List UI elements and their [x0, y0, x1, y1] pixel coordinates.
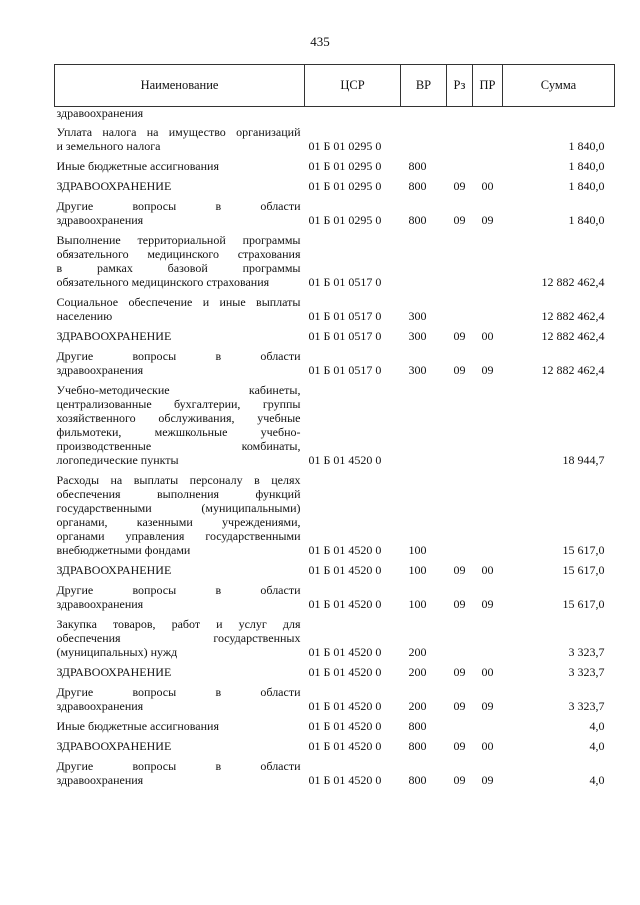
row-name-line: Другие вопросы в области [56, 199, 301, 213]
table-row [55, 557, 615, 577]
page-number: 435 [310, 34, 330, 49]
row-csr: 01 Б 01 4520 0 [308, 699, 382, 713]
row-vr: 300 [408, 309, 427, 323]
column-header-rz: Рз [447, 65, 473, 107]
row-name-line: ЗДРАВООХРАНЕНИЕ [56, 179, 172, 193]
row-name-line: логопедические пункты [56, 453, 179, 467]
row-vr: 300 [408, 363, 427, 377]
row-name [55, 343, 305, 377]
row-csr: 01 Б 01 0517 0 [308, 309, 382, 323]
table-row [55, 753, 615, 787]
row-vr [401, 227, 447, 289]
row-rz: 09 [453, 597, 466, 611]
table-row [55, 659, 615, 679]
row-csr: 01 Б 01 4520 0 [308, 773, 382, 787]
row-pr: 09 [481, 773, 494, 787]
row-sum: 4,0 [589, 773, 605, 787]
row-name-line: Другие вопросы в области [56, 759, 301, 773]
row-name [55, 713, 305, 733]
row-pr: 09 [481, 699, 494, 713]
row-name-line: централизованные бухгалтерии, группы [56, 397, 301, 411]
row-name [55, 577, 305, 611]
row-name-line: населению [56, 309, 113, 323]
row-name [55, 289, 305, 323]
row-rz: 09 [453, 773, 466, 787]
row-vr: 800 [408, 159, 427, 173]
row-pr [473, 611, 503, 659]
row-csr: 01 Б 01 0295 0 [308, 159, 382, 173]
row-name-line: в рамках базовой программы [56, 261, 301, 275]
row-csr: 01 Б 01 0517 0 [308, 275, 382, 289]
row-rz: 09 [453, 179, 466, 193]
row-vr: 800 [408, 773, 427, 787]
row-name [55, 733, 305, 753]
row-name-line: Другие вопросы в области [56, 583, 301, 597]
row-name [55, 173, 305, 193]
row-sum: 1 840,0 [568, 179, 605, 193]
row-name-line: Учебно-методические кабинеты, [56, 383, 301, 397]
continuation-text: здравоохранения [56, 106, 144, 120]
table-row [55, 289, 615, 323]
row-name-line: Другие вопросы в области [56, 349, 301, 363]
table-row [55, 467, 615, 557]
row-name-line: обязательного медицинского страхования [56, 247, 301, 261]
row-name [55, 119, 305, 153]
row-name [55, 557, 305, 577]
table-row [55, 377, 615, 467]
row-vr: 100 [408, 543, 427, 557]
row-name-line: органами управления государственными [56, 529, 301, 543]
row-sum: 12 882 462,4 [541, 329, 605, 343]
row-pr [473, 467, 503, 557]
row-pr: 09 [481, 213, 494, 227]
row-name-line: ЗДРАВООХРАНЕНИЕ [56, 563, 172, 577]
row-name-line: Социальное обеспечение и иные выплаты [56, 295, 301, 309]
row-name-line: здравоохранения [56, 597, 144, 611]
row-name [55, 323, 305, 343]
row-name-line: и земельного налога [56, 139, 161, 153]
row-sum: 12 882 462,4 [541, 363, 605, 377]
row-csr: 01 Б 01 0295 0 [308, 213, 382, 227]
table-row [55, 713, 615, 733]
row-sum: 12 882 462,4 [541, 275, 605, 289]
row-name-line: Иные бюджетные ассигнования [56, 159, 219, 173]
table-row [55, 733, 615, 753]
row-sum: 3 323,7 [568, 665, 605, 679]
row-name-line: обеспечения выполнения функций [56, 487, 301, 501]
row-name-line: Иные бюджетные ассигнования [56, 719, 219, 733]
row-sum: 4,0 [589, 739, 605, 753]
row-name [55, 659, 305, 679]
row-name-line: ЗДРАВООХРАНЕНИЕ [56, 739, 172, 753]
row-name [55, 679, 305, 713]
row-vr: 200 [408, 699, 427, 713]
row-rz: 09 [453, 363, 466, 377]
row-csr: 01 Б 01 4520 0 [308, 597, 382, 611]
row-name [55, 227, 305, 289]
table-row [55, 227, 615, 289]
row-rz [447, 713, 473, 733]
row-rz [447, 611, 473, 659]
row-vr: 200 [408, 665, 427, 679]
column-header-sum: Сумма [503, 65, 615, 107]
continuation-row [55, 107, 615, 120]
row-pr: 09 [481, 597, 494, 611]
table-row [55, 119, 615, 153]
row-name [55, 377, 305, 467]
row-name-line: органами, казенными учреждениями, [56, 515, 301, 529]
row-pr: 00 [481, 665, 494, 679]
row-name-line: обеспечения государственных [56, 631, 301, 645]
row-name-line: Выполнение территориальной программы [56, 233, 301, 247]
row-pr [473, 289, 503, 323]
budget-table [54, 64, 615, 787]
row-name-line: здравоохранения [56, 363, 144, 377]
row-name-line: хозяйственного обслуживания, учебные [56, 411, 301, 425]
row-vr: 800 [408, 719, 427, 733]
row-csr: 01 Б 01 4520 0 [308, 739, 382, 753]
row-vr: 800 [408, 179, 427, 193]
row-csr: 01 Б 01 0517 0 [308, 363, 382, 377]
row-sum: 12 882 462,4 [541, 309, 605, 323]
row-rz: 09 [453, 665, 466, 679]
row-vr: 100 [408, 563, 427, 577]
table-row [55, 153, 615, 173]
table-row [55, 679, 615, 713]
row-sum: 3 323,7 [568, 645, 605, 659]
row-name-line: государственными (муниципальными) [56, 501, 301, 515]
row-sum: 1 840,0 [568, 159, 605, 173]
row-rz: 09 [453, 329, 466, 343]
row-rz: 09 [453, 563, 466, 577]
row-rz [447, 227, 473, 289]
row-name [55, 753, 305, 787]
row-vr: 800 [408, 739, 427, 753]
table-row [55, 343, 615, 377]
table-row [55, 193, 615, 227]
row-name [55, 611, 305, 659]
row-pr [473, 227, 503, 289]
row-csr: 01 Б 01 0295 0 [308, 139, 382, 153]
row-vr [401, 377, 447, 467]
row-name-line: ЗДРАВООХРАНЕНИЕ [56, 665, 172, 679]
row-vr: 200 [408, 645, 427, 659]
row-csr: 01 Б 01 4520 0 [308, 665, 382, 679]
row-pr [473, 119, 503, 153]
column-header-name: Наименование [55, 65, 305, 107]
row-pr [473, 377, 503, 467]
row-rz: 09 [453, 699, 466, 713]
row-sum: 15 617,0 [562, 543, 605, 557]
column-header-pr: ПР [473, 65, 503, 107]
row-sum: 1 840,0 [568, 213, 605, 227]
row-name-line: обязательного медицинского страхования [56, 275, 270, 289]
table-row [55, 577, 615, 611]
row-csr: 01 Б 01 4520 0 [308, 563, 382, 577]
row-sum: 15 617,0 [562, 597, 605, 611]
table-row [55, 323, 615, 343]
row-rz [447, 377, 473, 467]
row-rz [447, 289, 473, 323]
row-vr [401, 119, 447, 153]
row-name-line: Закупка товаров, работ и услуг для [56, 617, 301, 631]
row-name-line: внебюджетными фондами [56, 543, 191, 557]
table-row [55, 611, 615, 659]
row-rz [447, 153, 473, 173]
row-name-line: Расходы на выплаты персоналу в целях [56, 473, 301, 487]
row-sum: 3 323,7 [568, 699, 605, 713]
row-name [55, 153, 305, 173]
row-pr [473, 713, 503, 733]
row-rz [447, 119, 473, 153]
row-vr: 100 [408, 597, 427, 611]
row-csr: 01 Б 01 4520 0 [308, 719, 382, 733]
table-body [55, 107, 615, 788]
column-header-vr: ВР [401, 65, 447, 107]
row-name-line: здравоохранения [56, 699, 144, 713]
row-sum: 4,0 [589, 719, 605, 733]
row-pr: 00 [481, 329, 494, 343]
row-name-line: здравоохранения [56, 773, 144, 787]
row-csr: 01 Б 01 0295 0 [308, 179, 382, 193]
row-sum: 18 944,7 [562, 453, 605, 467]
row-name-line: фильмотеки, межшкольные учебно- [56, 425, 301, 439]
row-vr: 800 [408, 213, 427, 227]
row-sum: 15 617,0 [562, 563, 605, 577]
row-name [55, 467, 305, 557]
row-vr: 300 [408, 329, 427, 343]
row-sum: 1 840,0 [568, 139, 605, 153]
row-name-line: производственные комбинаты, [56, 439, 301, 453]
row-pr: 09 [481, 363, 494, 377]
row-pr: 00 [481, 563, 494, 577]
row-pr: 00 [481, 739, 494, 753]
table-header [55, 65, 615, 107]
row-csr: 01 Б 01 0517 0 [308, 329, 382, 343]
row-name-line: Уплата налога на имущество организаций [56, 125, 301, 139]
row-name [55, 193, 305, 227]
row-name-line: Другие вопросы в области [56, 685, 301, 699]
row-name-line: ЗДРАВООХРАНЕНИЕ [56, 329, 172, 343]
row-name-line: (муниципальных) нужд [56, 645, 178, 659]
row-csr: 01 Б 01 4520 0 [308, 453, 382, 467]
row-csr: 01 Б 01 4520 0 [308, 645, 382, 659]
table-row [55, 173, 615, 193]
row-rz: 09 [453, 213, 466, 227]
row-pr [473, 153, 503, 173]
row-rz: 09 [453, 739, 466, 753]
row-rz [447, 467, 473, 557]
row-pr: 00 [481, 179, 494, 193]
row-csr: 01 Б 01 4520 0 [308, 543, 382, 557]
column-header-csr: ЦСР [305, 65, 401, 107]
row-name-line: здравоохранения [56, 213, 144, 227]
